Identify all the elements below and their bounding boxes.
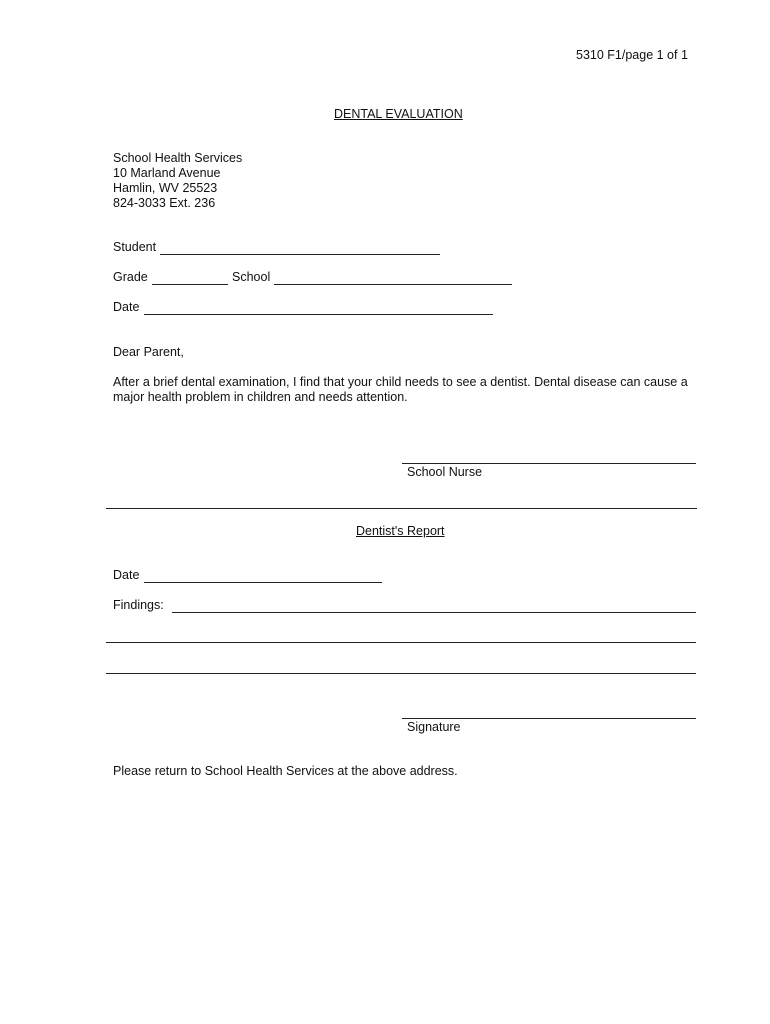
grade-field[interactable]	[152, 284, 228, 285]
page-reference: 5310 F1/page 1 of 1	[576, 48, 688, 62]
dentist-report-title: Dentist's Report	[356, 524, 445, 538]
address-line-org: School Health Services	[113, 151, 243, 165]
findings-line-3[interactable]	[106, 673, 696, 674]
date-label: Date	[113, 300, 140, 314]
findings-label: Findings:	[113, 598, 164, 612]
dentist-date-label: Date	[113, 568, 140, 582]
school-nurse-label: School Nurse	[407, 465, 483, 479]
form-title: DENTAL EVALUATION	[334, 107, 463, 121]
dentist-date-field[interactable]	[144, 582, 382, 583]
nurse-signature-field[interactable]	[402, 463, 696, 464]
dentist-signature-field[interactable]	[402, 718, 696, 719]
findings-line-1[interactable]	[172, 612, 696, 613]
signature-label: Signature	[407, 720, 461, 734]
date-field[interactable]	[144, 314, 493, 315]
address-line-city: Hamlin, WV 25523	[113, 181, 218, 195]
school-field[interactable]	[274, 284, 512, 285]
letter-body: After a brief dental examination, I find that your child needs to see a dentist. Dental disease can cause a major health problem in children and needs attention.	[113, 375, 688, 404]
findings-line-2[interactable]	[106, 642, 696, 643]
student-field[interactable]	[160, 254, 440, 255]
return-instruction: Please return to School Health Services at the above address.	[113, 764, 458, 778]
school-label: School	[232, 270, 271, 284]
address-line-phone: 824-3033 Ext. 236	[113, 196, 216, 210]
address-line-street: 10 Marland Avenue	[113, 166, 221, 180]
salutation: Dear Parent,	[113, 345, 184, 359]
address-block	[113, 151, 242, 211]
grade-label: Grade	[113, 270, 148, 284]
student-label: Student	[113, 240, 157, 254]
section-divider	[106, 508, 697, 509]
